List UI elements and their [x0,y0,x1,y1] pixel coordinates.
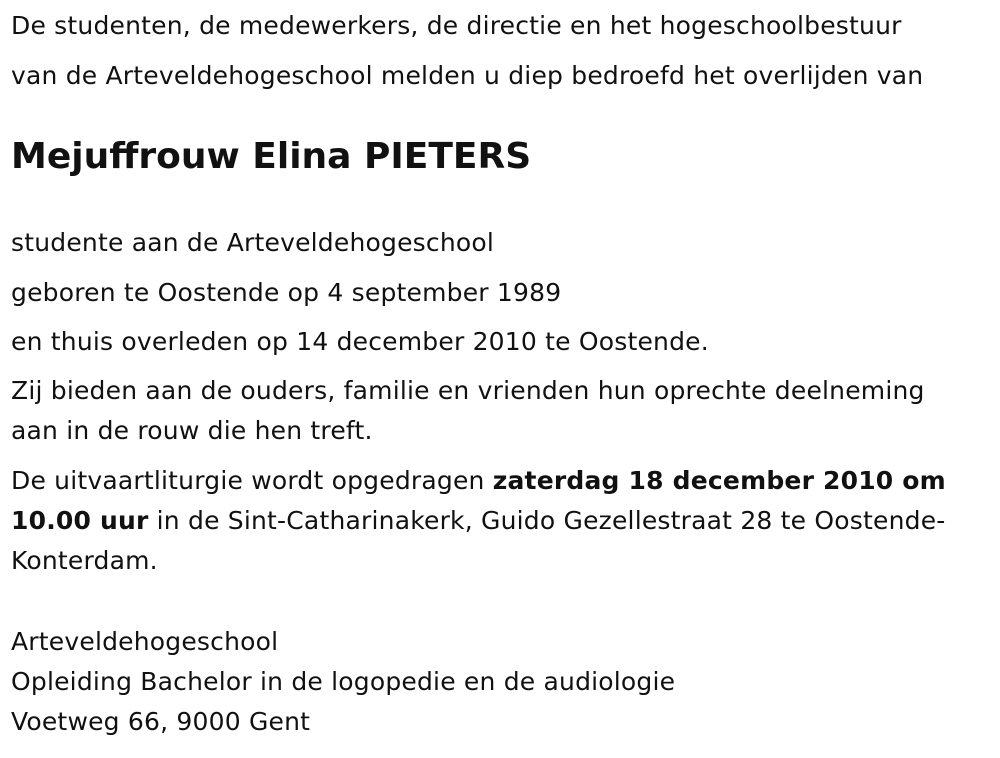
funeral-datetime: zaterdag 18 december 2010 om 10.00 uur [11,466,946,535]
signature-program: Opleiding Bachelor in de logopedie en de audiologie [11,667,676,696]
condolence-paragraph: Zij bieden aan de ouders, familie en vrienden hun oprechte deelneming aan in de rouw die hen treft. [11,376,925,445]
signature-institution: Arteveldehogeschool [11,627,279,656]
intro-line-1: De studenten, de medewerkers, de directie en het hogeschoolbestuur [11,11,902,40]
deceased-name: Mejuffrouw Elina PIETERS [11,136,532,177]
birth-line: geboren te Oostende op 4 september 1989 [11,278,562,307]
role-line: studente aan de Arteveldehogeschool [11,228,495,257]
intro-line-2: van de Arteveldehogeschool melden u diep bedroefd het overlijden van [11,61,924,90]
death-line: en thuis overleden op 14 december 2010 te Oostende. [11,327,709,356]
funeral-paragraph [11,461,976,581]
signature-address: Voetweg 66, 9000 Gent [11,707,311,736]
funeral-prefix: De uitvaartliturgie wordt opgedragen [11,466,493,495]
funeral-location: in de Sint-Catharinakerk, Guido Gezellestraat 28 te Oostende-Konterdam. [11,506,946,575]
